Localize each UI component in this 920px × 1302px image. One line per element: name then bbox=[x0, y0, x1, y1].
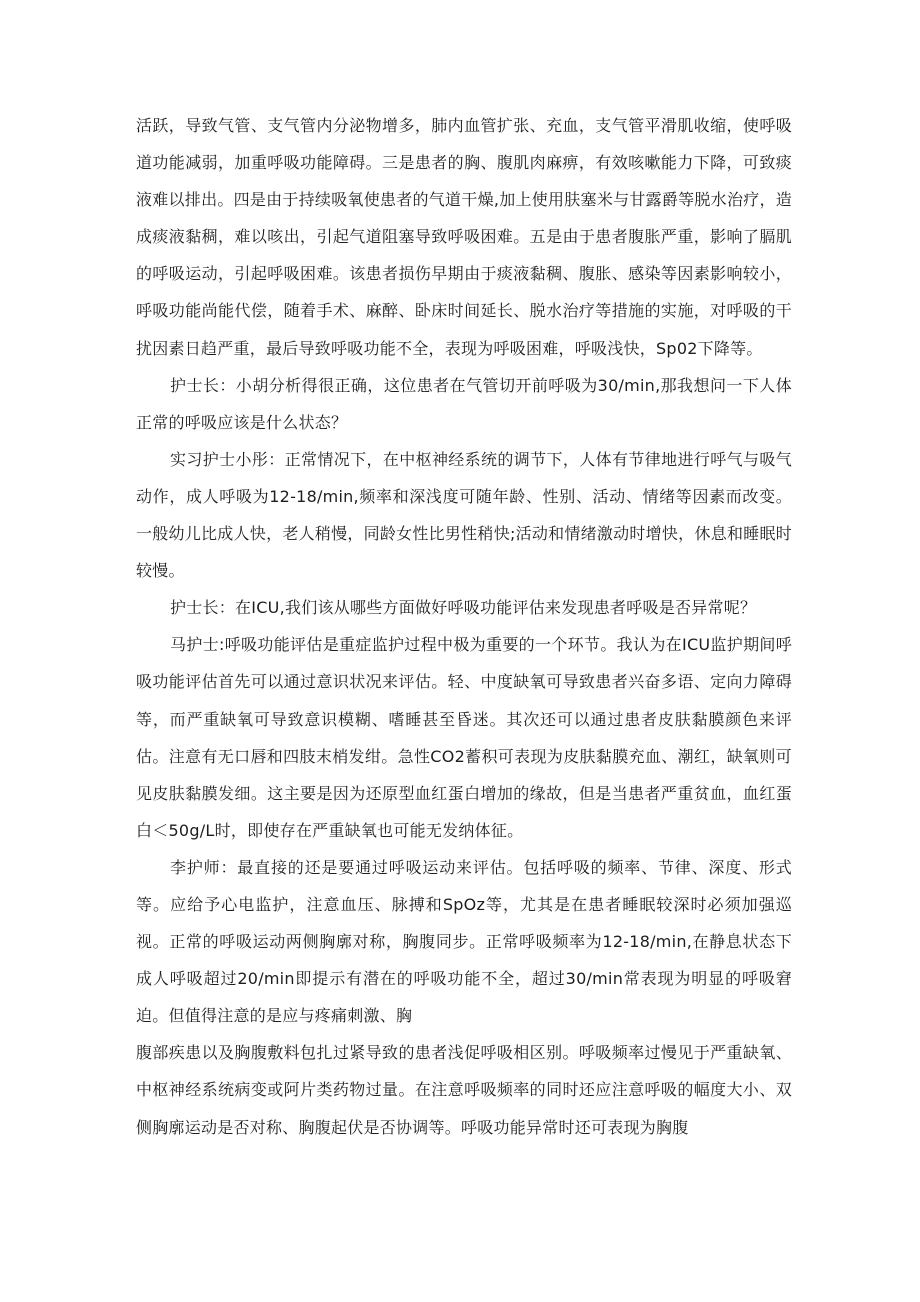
paragraph-3: 实习护士小彤：正常情况下，在中枢神经系统的调节下，人体有节律地进行呼气与吸气动作，成人呼吸为12-18∕min,频率和深浅度可随年龄、性别、活动、情绪等因素而改变。一般幼儿比成人快，老人稍慢，同龄女性比男性稍快;活动和情绪激动时增快，休息和睡眠时较慢。 bbox=[136, 449, 792, 581]
paragraph-7: 腹部疾患以及胸腹敷料包扎过紧导致的患者浅促呼吸相区别。呼吸频率过慢见于严重缺氧、中枢神经系统病变或阿片类药物过量。在注意呼吸频率的同时还应注意呼吸的幅度大小、双侧胸廓运动是否对称、胸腹起伏是否协调等。呼吸功能异常时还可表现为胸腹 bbox=[136, 1043, 792, 1137]
paragraph-2: 护士长：小胡分析得很正确，这位患者在气管切开前呼吸为30∕min,那我想问一下人体正常的呼吸应该是什么状态？ bbox=[136, 375, 792, 432]
paragraph-5: 马护士:呼吸功能评估是重症监护过程中极为重要的一个环节。我认为在ICU监护期间呼吸功能评估首先可以通过意识状况来评估。轻、中度缺氧可导致患者兴奋多语、定向力障碍等，而严重缺氧可导致意识模糊、嗜睡甚至昏迷。其次还可以通过患者皮肤黏膜颜色来评估。注意有无口唇和四肢末梢发绀。急性CO2蓄积可表现为皮肤黏膜充血、潮红，缺氧则可见皮肤黏膜发细。这主要是因为还原型血红蛋白增加的缘故，但是当患者严重贫血，血红蛋白＜50g/L时，即使存在严重缺氧也可能无发纳体征。 bbox=[136, 635, 792, 840]
document-body bbox=[136, 107, 792, 1146]
paragraph-1: 活跃，导致气管、支气管内分泌物增多，肺内血管扩张、充血，支气管平滑肌收缩，使呼吸道功能减弱，加重呼吸功能障碍。三是患者的胸、腹肌肉麻痹，有效咳嗽能力下降，可致痰液难以排出。四是由于持续吸氧使患者的气道干燥,加上使用肤塞米与甘露爵等脱水治疗，造成痰液黏稠，难以咳出，引起气道阻塞导致呼吸困难。五是由于患者腹胀严重，影响了膈肌的呼吸运动，引起呼吸困难。该患者损伤早期由于痰液黏稠、腹胀、感染等因素影响较小，呼吸功能尚能代偿，随着手术、麻醉、卧床时间延长、脱水治疗等措施的实施，对呼吸的干扰因素日趋严重，最后导致呼吸功能不全，表现为呼吸困难，呼吸浅快，Sp02下降等。 bbox=[136, 116, 792, 358]
paragraph-4: 护士长：在ICU,我们该从哪些方面做好呼吸功能评估来发现患者呼吸是否异常呢？ bbox=[170, 598, 757, 618]
paragraph-6: 李护师：最直接的还是要通过呼吸运动来评估。包括呼吸的频率、节律、深度、形式等。应给予心电监护，注意血压、脉搏和SpOz等，尤其是在患者睡眠较深时必须加强巡视。正常的呼吸运动两侧胸廓对称，胸腹同步。正常呼吸频率为12-18/min,在静息状态下成人呼吸超过20/min即提示有潜在的呼吸功能不全，超过30/min常表现为明显的呼吸窘迫。但值得注意的是应与疼痛刺激、胸 bbox=[136, 857, 792, 1026]
